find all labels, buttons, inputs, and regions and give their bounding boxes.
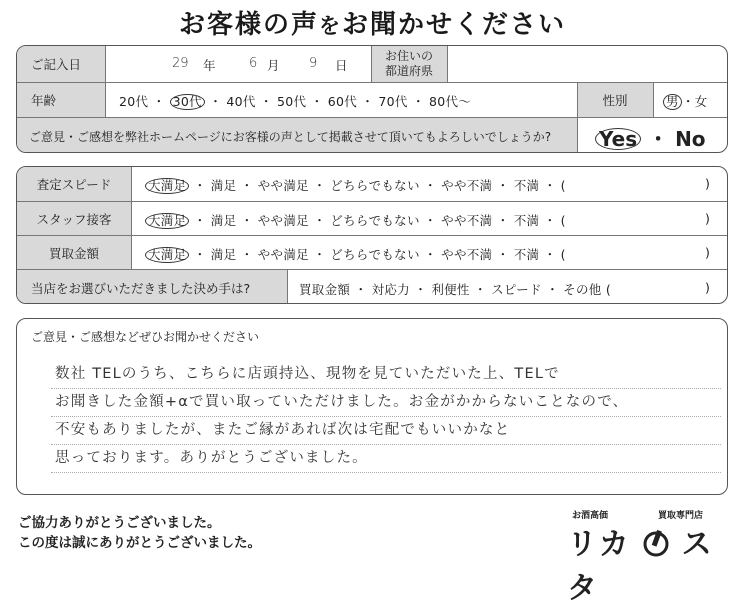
decision-option-speed[interactable]: スピード <box>491 282 542 297</box>
footer-thanks-2: この度は誠にありがとうございました。 <box>18 535 261 551</box>
age-row <box>17 83 727 117</box>
consent-options <box>595 123 706 152</box>
date-row <box>17 46 727 82</box>
divider <box>577 118 578 152</box>
decision-options: 買取金額 ・ 対応力 ・ 利便性 ・ スピード ・ その他 ( <box>299 282 612 297</box>
rating-other-open: ( <box>560 213 566 228</box>
day-value[interactable]: 9 <box>309 56 318 71</box>
rating-option-selected[interactable]: 大満足 <box>145 213 189 229</box>
age-option-40[interactable]: 40代 <box>226 94 256 109</box>
rating-label-price: 買取金額 <box>17 236 131 269</box>
footer-thanks-1: ご協力ありがとうございました。 <box>18 515 221 531</box>
comment-line: お聞きした金額+αで買い取っていただけました。お金がかからないことなので、 <box>51 389 721 417</box>
rating-option[interactable]: 満足 <box>210 178 237 193</box>
rating-label-speed: 査定スピード <box>17 167 131 201</box>
rating-option-selected[interactable]: 大満足 <box>145 247 189 263</box>
rating-row-speed <box>17 167 727 201</box>
rating-option[interactable]: やや満足 <box>257 213 309 228</box>
rating-other-close: ) <box>705 176 710 191</box>
title-rest: お聞かせください <box>342 10 567 40</box>
gender-label: 性別 <box>577 83 653 117</box>
bottle-icon <box>643 529 669 557</box>
decision-option-price[interactable]: 買取金額 <box>299 282 351 297</box>
consent-no[interactable]: No <box>675 127 706 151</box>
rating-other-open: ( <box>560 178 566 193</box>
consent-separator: ・ <box>648 127 669 151</box>
publish-consent-question: ご意見・ご感想を弊社ホームページにお客様の声として掲載させて頂いてもよろしいでしょうか? <box>17 118 577 153</box>
day-unit: 日 <box>335 58 348 73</box>
age-option-70[interactable]: 70代 <box>378 94 408 109</box>
divider <box>105 46 106 82</box>
publish-consent-row <box>17 118 727 153</box>
date-label: ご記入日 <box>17 46 105 82</box>
rating-option[interactable]: どちらでもない <box>330 247 420 262</box>
age-option-50[interactable]: 50代 <box>277 94 307 109</box>
comments-text-area[interactable] <box>51 361 721 473</box>
rating-option[interactable]: 不満 <box>513 213 540 228</box>
consent-yes-selected[interactable]: Yes <box>595 128 641 150</box>
age-option-80[interactable]: 80代〜 <box>429 94 472 109</box>
rating-option[interactable]: 満足 <box>210 213 237 228</box>
age-option-20[interactable]: 20代 <box>119 94 149 109</box>
shop-logo <box>567 519 745 607</box>
rating-other-close: ) <box>705 211 710 226</box>
comments-box <box>16 318 728 495</box>
logo-name-left: リカ <box>567 527 631 562</box>
rating-other-close: ) <box>705 245 710 260</box>
divider <box>131 167 132 269</box>
title-main: お客様の声 <box>178 10 319 40</box>
comment-line: 思っております。ありがとうございました。 <box>51 445 721 473</box>
comment-line: 不安もありましたが、またご縁があれば次は宅配でもいいかなと <box>51 417 721 445</box>
rating-options-price: 大満足 ・ 満足 ・ やや満足 ・ どちらでもない ・ やや不満 ・ 不満 ・ ( <box>145 245 566 263</box>
basic-info-box <box>16 45 728 153</box>
divider <box>447 46 448 82</box>
divider <box>371 46 372 82</box>
gender-options: 男 ・女 <box>663 92 707 110</box>
rating-option[interactable]: やや満足 <box>257 178 309 193</box>
rating-option[interactable]: やや満足 <box>257 247 309 262</box>
logo-name-right: スタ <box>567 527 714 606</box>
rating-option[interactable]: やや不満 <box>441 178 493 193</box>
decision-option-convenience[interactable]: 利便性 <box>431 282 470 297</box>
rating-option[interactable]: やや不満 <box>441 213 493 228</box>
year-value[interactable]: 29 <box>172 56 189 71</box>
age-option-30-selected[interactable]: 30代 <box>170 94 205 110</box>
age-label: 年齢 <box>17 83 105 117</box>
rating-option-selected[interactable]: 大満足 <box>145 178 189 194</box>
rating-options-speed: 大満足 ・ 満足 ・ やや満足 ・ どちらでもない ・ やや不満 ・ 不満 ・ ( <box>145 176 566 194</box>
rating-option[interactable]: 不満 <box>513 247 540 262</box>
decision-option-other[interactable]: その他 ( <box>563 282 612 297</box>
decision-other-close: ) <box>705 280 710 295</box>
address-label <box>371 46 447 82</box>
comment-line: 数社 TELのうち、こちらに店頭持込、現物を見ていただいた上、TELで <box>51 361 721 389</box>
divider <box>577 83 578 117</box>
comments-heading: ご意見・ご感想などぜひお聞かせください <box>31 330 260 344</box>
rating-row-price <box>17 236 727 269</box>
logo-tag-right: 買取専門店 <box>658 511 704 521</box>
rating-row-staff <box>17 202 727 235</box>
divider <box>105 83 106 117</box>
year-unit: 年 <box>203 58 216 73</box>
rating-options-staff: 大満足 ・ 満足 ・ やや満足 ・ どちらでもない ・ やや不満 ・ 不満 ・ ( <box>145 211 566 229</box>
rating-label-staff: スタッフ接客 <box>17 202 131 235</box>
rating-option[interactable]: 不満 <box>513 178 540 193</box>
address-label-line1: お住いの <box>384 49 433 63</box>
logo-tag-left: お酒高価 <box>572 511 609 521</box>
age-options: 20代 ・ 30代 ・ 40代 ・ 50代 ・ 60代 ・ 70代 ・ 80代〜 <box>119 94 472 109</box>
rating-option[interactable]: どちらでもない <box>330 213 420 228</box>
divider <box>287 270 288 303</box>
rating-option[interactable]: やや不満 <box>441 247 493 262</box>
rating-option[interactable]: どちらでもない <box>330 178 420 193</box>
month-value[interactable]: 6 <box>249 56 258 71</box>
divider <box>653 83 654 117</box>
age-option-60[interactable]: 60代 <box>327 94 357 109</box>
month-unit: 月 <box>267 58 280 73</box>
title-particle: を <box>319 14 342 38</box>
rating-other-open: ( <box>560 247 566 262</box>
rating-option[interactable]: 満足 <box>210 247 237 262</box>
gender-option-female[interactable]: 女 <box>694 94 708 109</box>
decision-option-service[interactable]: 対応力 <box>371 282 410 297</box>
address-label-line2: 都道府県 <box>384 64 433 78</box>
gender-option-male-selected[interactable]: 男 <box>663 94 682 110</box>
decision-row <box>17 270 727 304</box>
decision-question: 当店をお選びいただきました決め手は? <box>17 270 287 304</box>
ratings-box <box>16 166 728 304</box>
page-title <box>0 4 745 41</box>
